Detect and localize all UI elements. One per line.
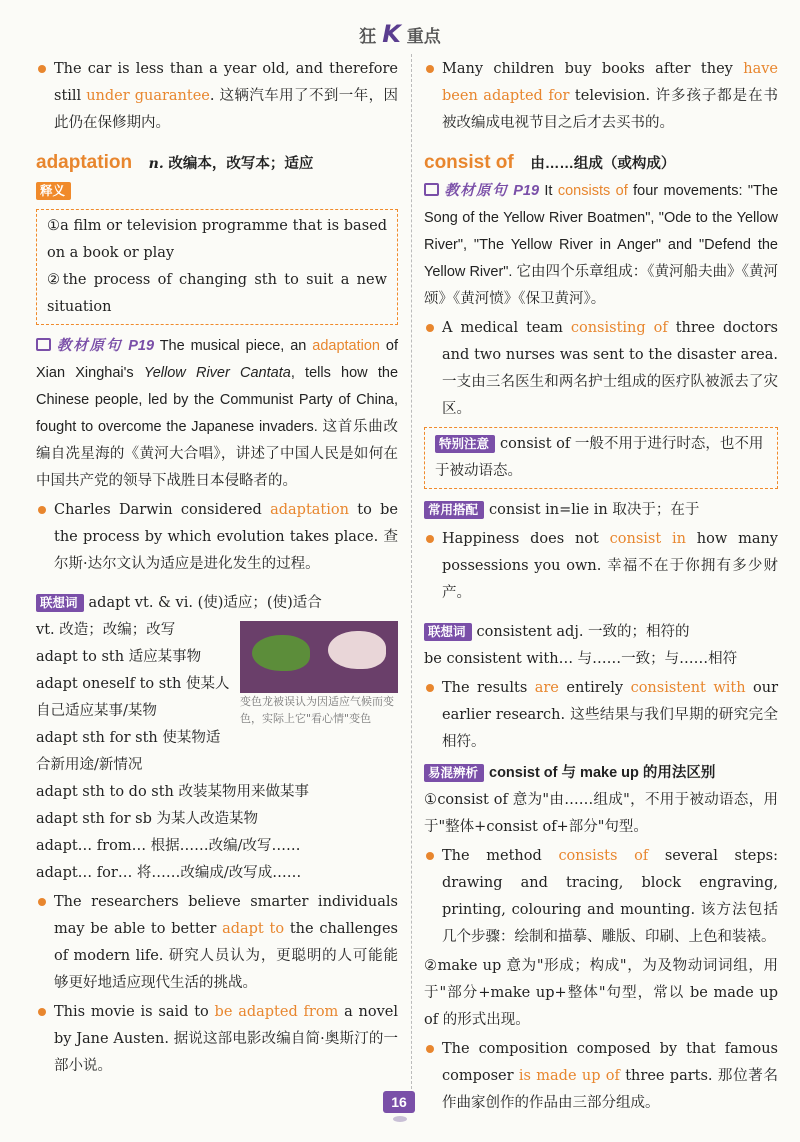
darwin-example: Charles Darwin considered adaptation to be the process by which evolution takes place. 查尔斯·达尔文认为适应是进化发生的过程。 (36, 497, 398, 578)
meaning-box (36, 209, 398, 325)
example-translation: . 这辆汽车用了不到一年，因此仍在保修期内。 (54, 88, 399, 131)
association-text: consistent adj. 一致的；相符的 (476, 624, 690, 640)
book-icon (36, 338, 51, 351)
phrase-item: adapt sth for sth 使某物适合新用途/新情况 (36, 730, 221, 773)
intro-example: Many children buy books after they have been adapted for television. 许多孩子都是在书被改编成电视节目之后才去买书的。 (424, 56, 778, 137)
notice-text: consist of 一般不用于进行时态，也不用于被动语态。 (435, 436, 764, 479)
photo-figure (240, 621, 398, 727)
pink-chameleon (328, 631, 386, 669)
association-vt: vt. 改造；改编；改写 (36, 622, 176, 638)
movie-example: This movie is said to be adapted from a novel by Jane Austen. 据说这部电影改编自简·奥斯汀的一部小说。 (36, 999, 398, 1080)
page-ornament (393, 1116, 407, 1122)
collocation-text: consist in=lie in 取决于；在于 (489, 502, 700, 518)
meaning-1: ①a film or television programme that is based on a book or play (47, 218, 387, 261)
example-text: The car is less than a year old, and therefore still (54, 61, 398, 104)
intro-example (36, 56, 398, 137)
part-of-speech: n. (148, 156, 164, 172)
composition-example: The composition composed by that famous composer is made up of three parts. 那位著名作曲家创作的作品由三部分组成。 (424, 1036, 778, 1117)
phrase-item: adapt sth to do sth 改装某物用来做某事 (36, 784, 310, 800)
header-post: 重点 (406, 27, 441, 47)
meaning-section (36, 178, 398, 205)
association-section (36, 590, 398, 617)
confusion-tag: 易混辨析 (424, 764, 484, 782)
right-column (424, 54, 778, 1119)
source-label: 教材原句 P19 (36, 338, 154, 354)
headword-entry (424, 149, 778, 178)
textbook-source: 教材原句 P19 The musical piece, an adaptation of Xian Xinghai's Yellow River Cantata, tells how the Chinese people, led by the Communist Party of China, fought to overcome the Japanese invaders. 这首乐曲改编自冼星海的《黄河大合唱》，讲述了中国人民是如何在中国共产党的领导下战胜日本侵略者的。 (36, 338, 399, 489)
meaning-2: ②the process of changing sth to suit a new situation (47, 272, 387, 315)
headword: adaptation (36, 152, 133, 173)
headword-entry (36, 149, 398, 178)
medical-example: A medical team consisting of three doctors and two nurses was sent to the disaster area. 一支由三名医生和两名护士组成的医疗队被派去了灾区。 (424, 315, 778, 423)
association-text-2: be consistent with… 与……一致；与……相符 (424, 651, 738, 667)
left-column (36, 54, 398, 1082)
researchers-example: The researchers believe smarter individuals may be able to better adapt to the challenges of modern life. 研究人员认为，更聪明的人可能能够更好地适应现代生活的挑战。 (36, 889, 398, 997)
phrase-item: adapt sth for sb 为某人改造某物 (36, 811, 258, 827)
header-pre: 狂 (359, 27, 377, 47)
association-tag: 联想词 (36, 594, 84, 612)
phrase-item: adapt to sth 适应某事物 (36, 649, 202, 665)
method-example: The method consists of several steps: drawing and tracing, block engraving, printing, colouring and mounting. 该方法包括几个步骤：绘制和描摹、雕版、印刷、上色和装裱。 (424, 843, 778, 951)
notice-tag: 特别注意 (435, 435, 495, 453)
phrase-item: adapt… from… 根据……改编/改写…… (36, 838, 301, 854)
meaning-tag: 释义 (36, 182, 71, 200)
phrase-item: adapt oneself to sth 使某人自己适应某事/某物 (36, 676, 230, 719)
textbook-source: 教材原句 P19 It consists of four movements: "The Song of the Yellow River Boatmen", "Ode to the Yellow River", "The Yellow River in Anger" and "Defend the Yellow River". 它由四个乐章组成：《黄河船夫曲》《黄河颂》《黄河愤》《保卫黄河》。 (424, 183, 778, 307)
column-divider (411, 54, 412, 1089)
association-tag: 联想词 (424, 623, 472, 641)
page-number: 16 (383, 1091, 415, 1113)
collocation-tag: 常用搭配 (424, 501, 484, 519)
association-section (424, 619, 778, 646)
rule-2: ②make up 意为"形成；构成"，为及物动词词组，用于"部分+make up+整体"句型，常以 be made up of 的形式出现。 (424, 958, 778, 1028)
confusion-section (424, 760, 778, 787)
green-chameleon (252, 635, 310, 671)
header-k-logo: K (382, 20, 401, 48)
collocation-section (424, 497, 778, 524)
confusion-title: consist of 与 make up 的用法区别 (489, 765, 716, 781)
headword: consist of (424, 152, 514, 173)
rule-1: ①consist of 意为"由……组成"，不用于被动语态，用于"整体+consist of+部分"句型。 (424, 792, 778, 835)
headword-definition: 改编本，改写本；适应 (168, 156, 314, 172)
chameleon-photo (240, 621, 398, 693)
results-example: The results are entirely consistent with our earlier research. 这些结果与我们早期的研究完全相符。 (424, 675, 778, 756)
photo-caption: 变色龙被误认为因适应气候而变色，实际上它"看心情"变色 (240, 695, 394, 725)
association-head: adapt vt. & vi. (使)适应；(使)适合 (88, 595, 322, 611)
notice-box (424, 427, 778, 489)
phrase-item: adapt… for… 将……改编成/改写成…… (36, 865, 302, 881)
headword-definition: 由……组成（或构成） (530, 156, 676, 172)
highlight: under guarantee (86, 88, 210, 104)
happiness-example: Happiness does not consist in how many possessions you own. 幸福不在于你拥有多少财产。 (424, 526, 778, 607)
source-label: 教材原句 P19 (424, 183, 539, 199)
page-header (0, 20, 800, 48)
book-icon (424, 183, 439, 196)
